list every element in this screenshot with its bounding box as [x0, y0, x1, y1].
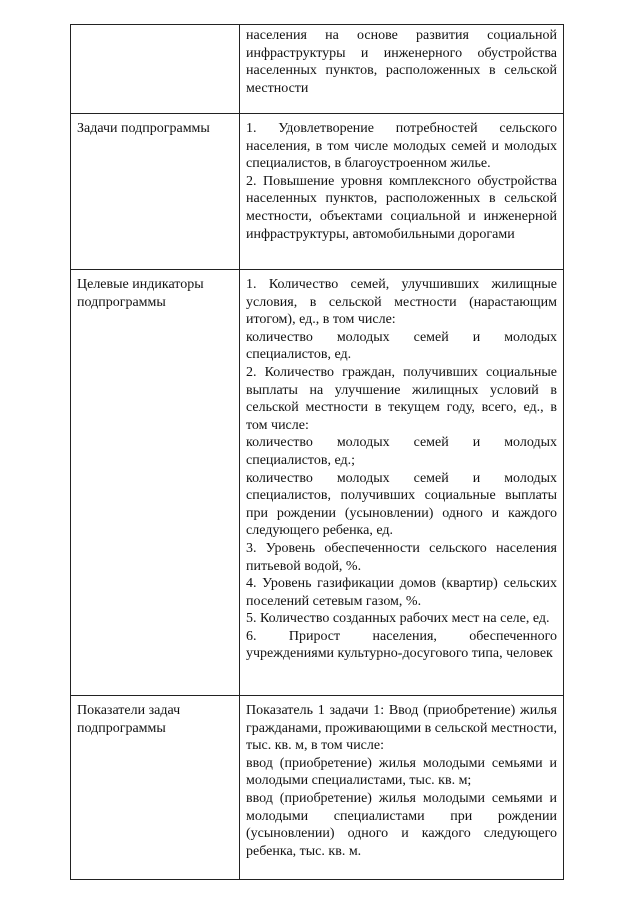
paragraph: 2. Повышение уровня комплексного обустройства населенных пунктов, расположенных в сельской местности, объектами социальной и инженерной инфраструктуры, автомобильными дорогами — [246, 173, 557, 242]
paragraph: 2. Количество граждан, получивших социальные выплаты на улучшение жилищных условий в сельской местности в текущем году, всего, ед., в том числе: — [246, 364, 557, 433]
paragraph: 6. Прирост населения, обеспеченного учреждениями культурно-досугового типа, человек — [246, 628, 557, 662]
paragraph: 1. Удовлетворение потребностей сельского населения, в том числе молодых семей и молодых специалистов, в благоустроенном жилье. — [246, 121, 557, 172]
paragraph: ввод (приобретение) жилья молодыми семьями и молодыми специалистами при рождении (усыновлении) одного и каждого следующего ребенка, тыс. кв. м. — [246, 790, 557, 859]
paragraph: населения на основе развития социальной инфраструктуры и инженерного обустройства населенных пунктов, расположенных в сельской местности — [246, 28, 557, 96]
row-value — [240, 25, 564, 114]
paragraph: количество молодых семей и молодых специалистов, ед. — [246, 329, 557, 363]
table-row-task-indicators — [71, 696, 564, 880]
row-label: Показатели задач подпрограммы — [71, 696, 240, 880]
paragraph: Показатель 1 задачи 1: Ввод (приобретение) жилья гражданами, проживающими в сельской местности, тыс. кв. м, в том числе: — [246, 703, 557, 754]
paragraph: 4. Уровень газификации домов (квартир) сельских поселений сетевым газом, %. — [246, 576, 557, 609]
row-label: Целевые индикаторы подпрограммы — [71, 270, 240, 696]
paragraph: ввод (приобретение) жилья молодыми семьями и молодыми специалистами, тыс. кв. м; — [246, 755, 557, 789]
row-value — [240, 696, 564, 880]
paragraph: 3. Уровень обеспеченности сельского населения питьевой водой, %. — [246, 540, 557, 574]
row-value — [240, 270, 564, 696]
subprogram-passport-table — [70, 24, 564, 880]
paragraph: количество молодых семей и молодых специалистов, ед.; — [246, 435, 557, 468]
paragraph: количество молодых семей и молодых специалистов, получивших социальные выплаты при рождении (усыновлении) одного и каждого следующего ребенка, ед. — [246, 470, 557, 539]
row-label — [71, 25, 240, 114]
row-label: Задачи подпрограммы — [71, 114, 240, 270]
paragraph: 5. Количество созданных рабочих мест на селе, ед. — [246, 611, 550, 627]
row-value — [240, 114, 564, 270]
table-row-target-indicators — [71, 270, 564, 696]
table-row-tasks — [71, 114, 564, 270]
paragraph: 1. Количество семей, улучшивших жилищные условия, в сельской местности (нарастающим итогом), ед., в том числе: — [246, 277, 557, 328]
table-row-goal-continuation — [71, 25, 564, 114]
